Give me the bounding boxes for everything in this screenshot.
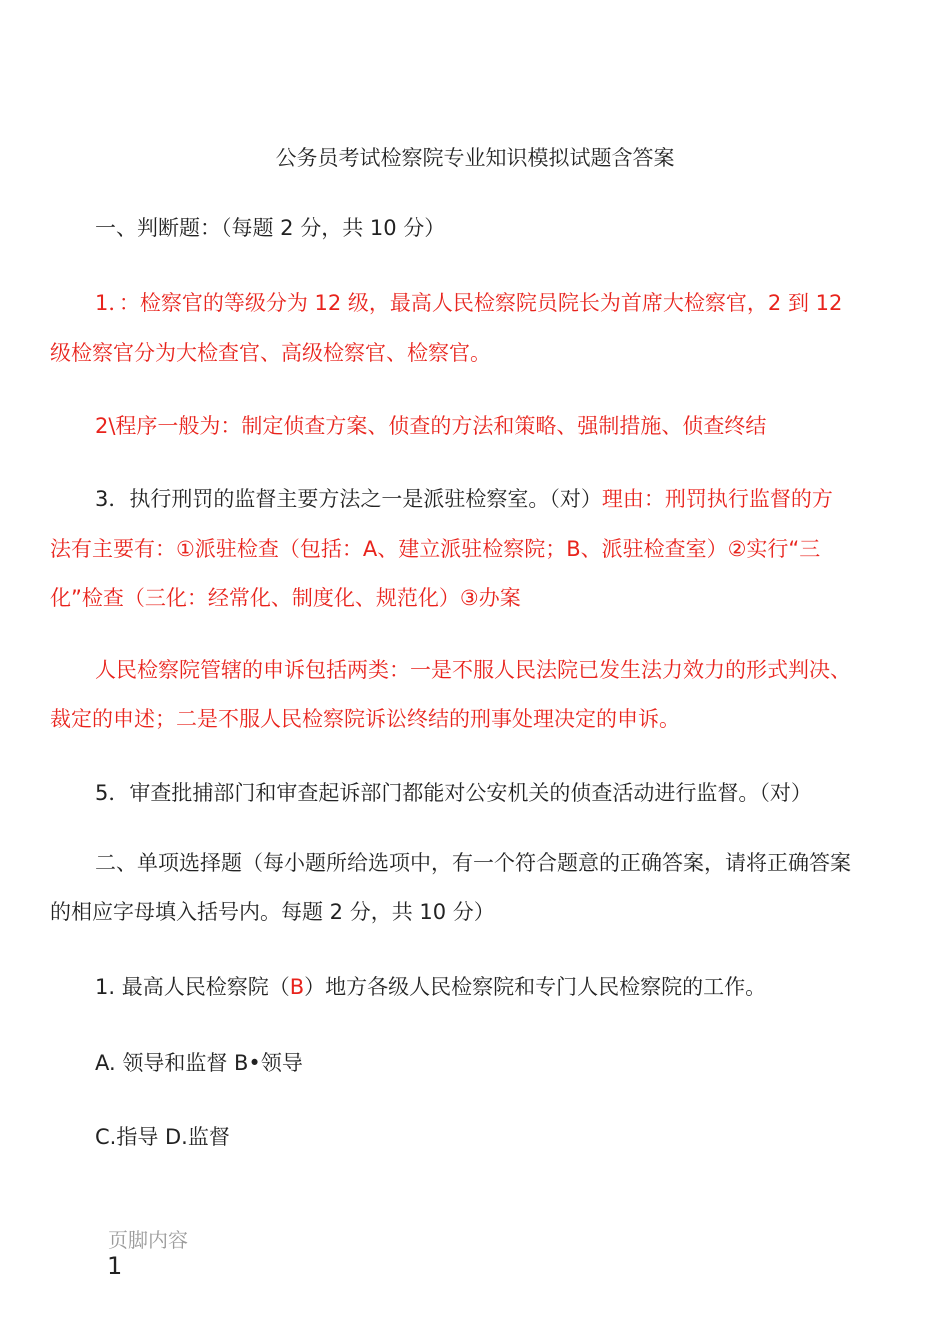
q3-line3: 化”检查（三化：经常化、制度化、规范化）③办案 bbox=[50, 586, 521, 610]
page-title: 公务员考试检察院专业知识模拟试题含答案 bbox=[275, 146, 675, 170]
mc1-options-ab: A. 领导和监督 B•领导 bbox=[95, 1051, 303, 1075]
q5-text: 5．审查批捕部门和审查起诉部门都能对公安机关的侦查活动进行监督。（对） bbox=[95, 781, 812, 805]
mc1-question-after: ）地方各级人民检察院和专门人民检察院的工作。 bbox=[304, 975, 767, 999]
q3-line2: 法有主要有：①派驻检查（包括：A、建立派驻检察院；B、派驻检查室）②实行“三 bbox=[50, 537, 821, 561]
page-number: 1 bbox=[107, 1252, 123, 1280]
section2-heading-line1: 二、单项选择题（每小题所给选项中，有一个符合题意的正确答案，请将正确答案 bbox=[95, 851, 851, 875]
q1-line2: 级检察官分为大检查官、高级检察官、检察官。 bbox=[50, 341, 491, 365]
q3-line1 bbox=[95, 474, 900, 524]
mc1-options-cd: C.指导 D.监督 bbox=[95, 1125, 230, 1149]
q1-line1: 1．：检察官的等级分为 12 级，最高人民检察院员院长为首席大检察官，2 到 12 bbox=[95, 291, 843, 315]
footer-label: 页脚内容 bbox=[108, 1228, 188, 1252]
q3-prefix: 3．执行刑罚的监督主要方法之一是派驻检察室。（对） bbox=[95, 487, 602, 511]
mc1-question-before: 1. 最高人民检察院（ bbox=[95, 975, 290, 999]
q2-text: 2\程序一般为：制定侦查方案、侦查的方法和策略、强制措施、侦查终结 bbox=[95, 414, 767, 438]
q3-reason: 理由：刑罚执行监督的方 bbox=[601, 487, 833, 511]
section1-heading: 一、判断题：（每题 2 分，共 10 分） bbox=[95, 216, 446, 240]
mc1-question bbox=[95, 962, 900, 1012]
section2-heading-line2: 的相应字母填入括号内。每题 2 分，共 10 分） bbox=[50, 900, 495, 924]
q4-line2: 裁定的申述；二是不服人民检察院诉讼终结的刑事处理决定的申诉。 bbox=[50, 707, 680, 731]
q4-line1: 人民检察院管辖的申诉包括两类：一是不服人民法院已发生法力效力的形式判决、 bbox=[95, 658, 851, 682]
mc1-answer: B bbox=[289, 975, 305, 999]
